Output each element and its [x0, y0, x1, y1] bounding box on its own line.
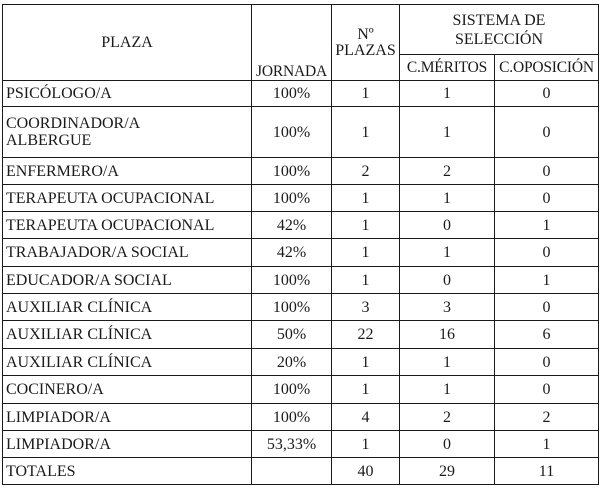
header-meritos: C.MÉRITOS — [400, 55, 495, 81]
cell-jornada: 20% — [252, 349, 332, 376]
header-oposicion: C.OPOSICIÓN — [495, 55, 599, 81]
cell-meritos: 0 — [400, 431, 495, 458]
totals-jornada — [252, 458, 332, 485]
header-sistema-line2: SELECCIÓN — [455, 30, 543, 48]
cell-oposicion: 0 — [495, 294, 599, 321]
cell-plaza: TERAPEUTA OCUPACIONAL — [3, 185, 252, 212]
totals-label: TOTALES — [3, 458, 252, 485]
cell-oposicion: 0 — [495, 239, 599, 267]
cell-plazas: 3 — [332, 294, 400, 321]
cell-plaza: EDUCADOR/A SOCIAL — [3, 267, 252, 294]
cell-jornada: 53,33% — [252, 431, 332, 458]
cell-oposicion: 0 — [495, 349, 599, 376]
table-row — [3, 239, 599, 267]
header-num-plazas-line2: PLAZAS — [335, 41, 396, 59]
cell-plazas: 1 — [332, 239, 400, 267]
table-row — [3, 212, 599, 239]
cell-jornada: 100% — [252, 81, 332, 107]
cell-plazas: 4 — [332, 404, 400, 431]
cell-plaza: TRABAJADOR/A SOCIAL — [3, 239, 252, 267]
cell-jornada: 100% — [252, 294, 332, 321]
cell-plazas: 1 — [332, 376, 400, 404]
table-row — [3, 321, 599, 349]
cell-meritos: 0 — [400, 212, 495, 239]
table-row — [3, 431, 599, 458]
table-row — [3, 81, 599, 107]
cell-plaza: AUXILIAR CLÍNICA — [3, 349, 252, 376]
totals-oposicion: 11 — [495, 458, 599, 485]
cell-jornada: 100% — [252, 158, 332, 185]
cell-oposicion: 1 — [495, 431, 599, 458]
cell-meritos: 1 — [400, 185, 495, 212]
cell-jornada: 100% — [252, 185, 332, 212]
cell-plazas: 1 — [332, 185, 400, 212]
cell-jornada: 100% — [252, 107, 332, 158]
cell-plaza — [3, 107, 252, 158]
cell-plaza: TERAPEUTA OCUPACIONAL — [3, 212, 252, 239]
plazas-table — [2, 4, 599, 485]
table-row — [3, 294, 599, 321]
cell-oposicion: 0 — [495, 81, 599, 107]
cell-oposicion: 1 — [495, 267, 599, 294]
cell-plazas: 1 — [332, 81, 400, 107]
cell-plazas: 2 — [332, 158, 400, 185]
cell-plaza: LIMPIADOR/A — [3, 404, 252, 431]
cell-jornada: 100% — [252, 267, 332, 294]
cell-oposicion: 0 — [495, 158, 599, 185]
table-row — [3, 349, 599, 376]
cell-oposicion: 2 — [495, 404, 599, 431]
header-sistema-line1: SISTEMA DE — [452, 11, 546, 29]
cell-jornada: 100% — [252, 404, 332, 431]
cell-jornada: 42% — [252, 239, 332, 267]
cell-plaza: LIMPIADOR/A — [3, 431, 252, 458]
cell-oposicion: 0 — [495, 376, 599, 404]
cell-meritos: 0 — [400, 267, 495, 294]
totals-row — [3, 458, 599, 485]
cell-plazas: 22 — [332, 321, 400, 349]
cell-oposicion: 0 — [495, 185, 599, 212]
cell-plaza-line2: ALBERGUE — [6, 132, 92, 149]
header-row-top — [3, 5, 599, 55]
table-row — [3, 267, 599, 294]
cell-jornada: 42% — [252, 212, 332, 239]
header-sistema — [400, 5, 599, 55]
table-row — [3, 404, 599, 431]
cell-plaza: COCINERO/A — [3, 376, 252, 404]
cell-meritos: 1 — [400, 349, 495, 376]
cell-plaza: PSICÓLOGO/A — [3, 81, 252, 107]
cell-jornada: 100% — [252, 376, 332, 404]
cell-meritos: 1 — [400, 239, 495, 267]
totals-plazas: 40 — [332, 458, 400, 485]
cell-meritos: 3 — [400, 294, 495, 321]
cell-plaza: ENFERMERO/A — [3, 158, 252, 185]
cell-plaza: AUXILIAR CLÍNICA — [3, 294, 252, 321]
totals-meritos: 29 — [400, 458, 495, 485]
cell-oposicion: 1 — [495, 212, 599, 239]
header-plaza: PLAZA — [3, 5, 252, 81]
cell-oposicion: 6 — [495, 321, 599, 349]
table-row — [3, 107, 599, 158]
cell-plaza: AUXILIAR CLÍNICA — [3, 321, 252, 349]
cell-meritos: 16 — [400, 321, 495, 349]
header-jornada: JORNADA — [252, 5, 332, 81]
cell-plazas: 1 — [332, 212, 400, 239]
header-num-plazas-line1: Nº — [357, 25, 374, 43]
header-num-plazas — [332, 5, 400, 81]
cell-jornada: 50% — [252, 321, 332, 349]
cell-oposicion: 0 — [495, 107, 599, 158]
cell-meritos: 1 — [400, 81, 495, 107]
cell-plazas: 1 — [332, 107, 400, 158]
cell-meritos: 1 — [400, 376, 495, 404]
cell-plazas: 1 — [332, 431, 400, 458]
cell-plaza-line1: COORDINADOR/A — [6, 115, 141, 132]
table-row — [3, 158, 599, 185]
cell-meritos: 1 — [400, 107, 495, 158]
cell-plazas: 1 — [332, 267, 400, 294]
cell-meritos: 2 — [400, 404, 495, 431]
table-row — [3, 185, 599, 212]
table-row — [3, 376, 599, 404]
cell-plazas: 1 — [332, 349, 400, 376]
cell-meritos: 2 — [400, 158, 495, 185]
